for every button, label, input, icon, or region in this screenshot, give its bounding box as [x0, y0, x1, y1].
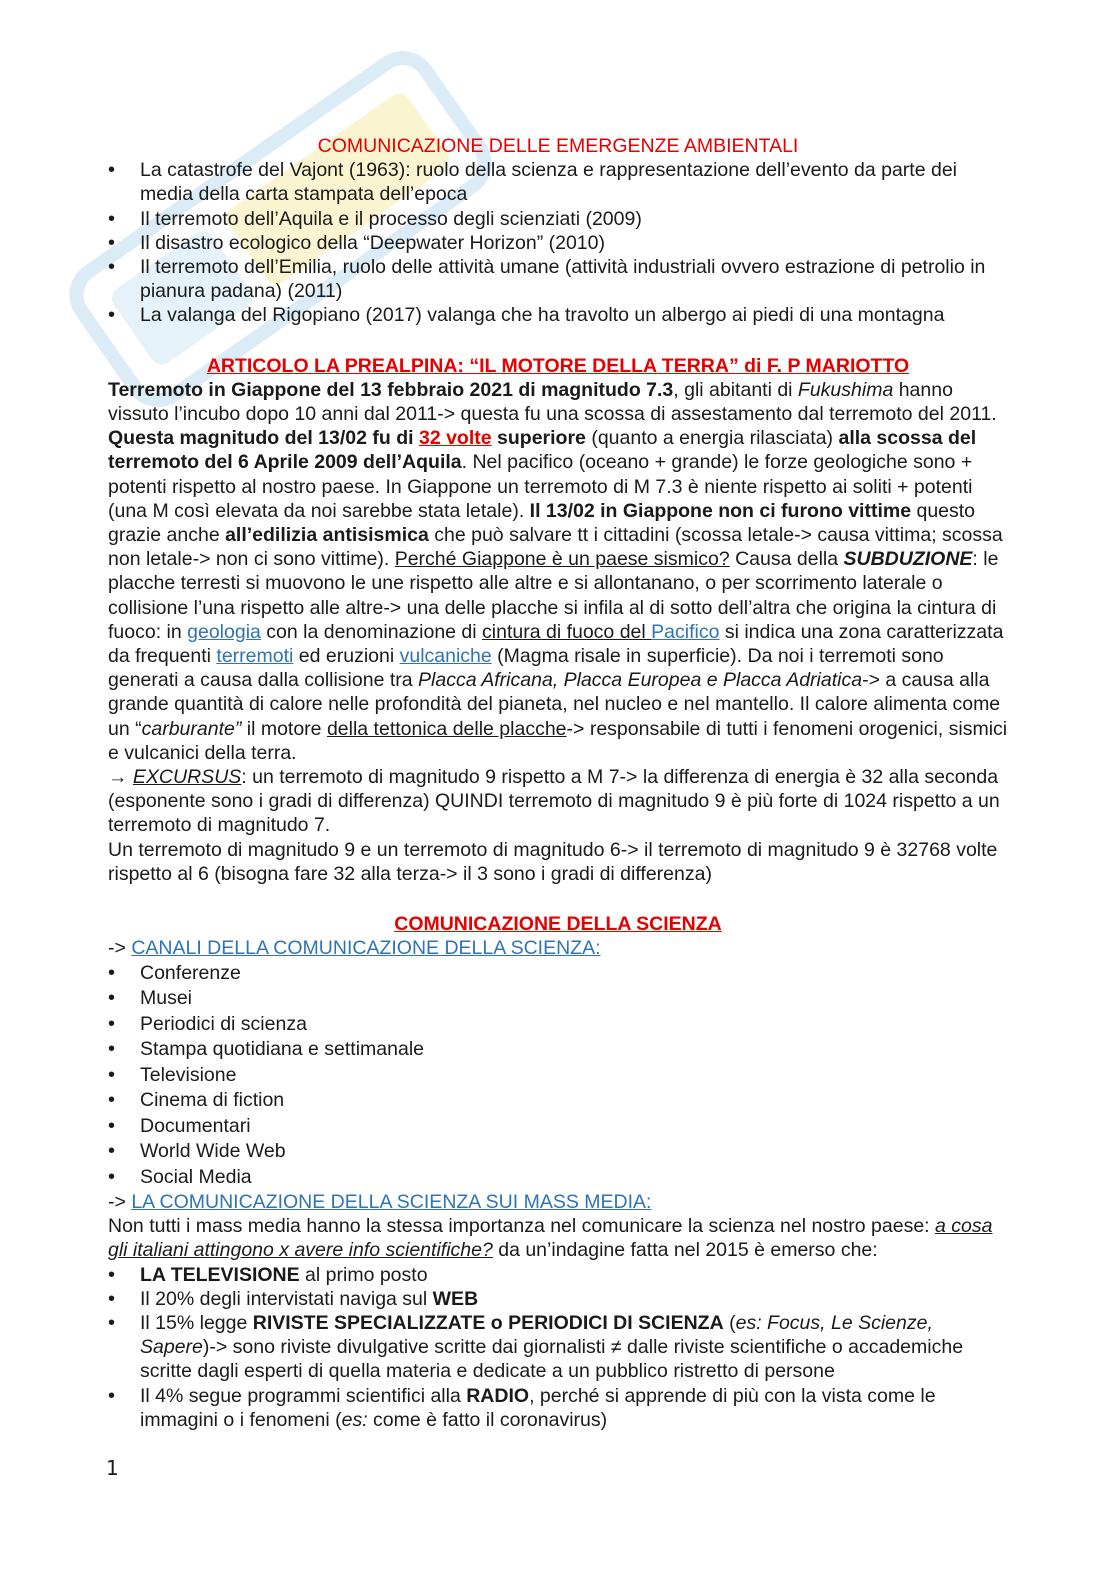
text-run: Perché Giappone è un paese sismico?	[394, 548, 730, 571]
text-run: alla scossa del terremoto del 6 Aprile 2009 dell’Aquila	[108, 427, 977, 474]
list-item: • La valanga del Rigopiano (2017) valanga che ha travolto un albergo ai piedi di una montagna	[108, 303, 1008, 327]
list-item: • Stampa quotidiana e settimanale	[108, 1037, 1008, 1063]
text-run: es:	[341, 1408, 368, 1431]
text-run: Terremoto in Giappone del 13 febbraio 2021 di magnitudo 7.3	[108, 378, 674, 401]
text-run: (Magma risale in superficie). Da noi i terremoti sono generati a causa dalla collisione tra	[108, 645, 944, 692]
section-title-emergenze: COMUNICAZIONE DELLE EMERGENZE AMBIENTALI	[317, 135, 799, 157]
text-run: ed eruzioni	[293, 645, 400, 668]
text-run: a cosa gli italiani attingono x avere info scientifiche?	[108, 1215, 993, 1262]
list-item: • La catastrofe del Vajont (1963): ruolo della scienza e rappresentazione dell’evento da parte dei media della carta stampata dell’epoca	[108, 158, 1008, 206]
link-geologia[interactable]: geologia	[187, 620, 261, 643]
text-run: es: Focus, Le Scienze, Sapere	[140, 1312, 933, 1359]
text-run: con la denominazione di	[260, 620, 483, 643]
text-run: , gli abitanti di	[673, 378, 798, 401]
text-run: si indica una zona caratterizzata da frequenti	[108, 620, 1004, 668]
emergenze-list	[108, 158, 1008, 327]
text-run: all’edilizia antisismica	[225, 524, 429, 547]
text-run: hanno vissuto l’incubo dopo 10 anni dal 2011-> questa fu una scossa di assestamento dal terremoto del 2011.	[108, 378, 997, 426]
text-run: Il 15% legge	[140, 1312, 253, 1335]
magnitude-paragraph: Un terremoto di magnitudo 9 e un terremoto di magnitudo 6-> il terremoto di magnitudo 9 è 32768 volte rispetto al 6 (bisogna fare 32 alla terza-> il 3 sono i gradi di differenza)	[108, 838, 998, 885]
list-item: • World Wide Web	[108, 1139, 1008, 1165]
mass-media-heading-link[interactable]: LA COMUNICAZIONE DELLA SCIENZA SUI MASS MEDIA:	[131, 1191, 652, 1213]
list-item: • Il terremoto dell’Aquila e il processo degli scienziati (2009)	[108, 207, 1008, 231]
list-item	[108, 1287, 1008, 1311]
highlight-32-volte: 32 volte	[418, 427, 492, 450]
text-run: -> a causa alla grande quantità di calore nelle profondità del pianeta, nel nucleo e nel mantello. Il calore alimenta come un “	[108, 669, 1001, 740]
text-run: superiore	[491, 427, 586, 450]
list-item	[108, 1263, 1008, 1287]
list-item: • Conferenze	[108, 961, 1008, 987]
text-run: Questa magnitudo del 13/02 fu di	[108, 427, 419, 450]
text-run: : le placche terresti si muovono le une rispetto alle altre e si allontanano, o per scorrimento laterale o collisione l’una rispetto alle altre-> una delle placche si infila al di sotto dell’altra che origina la cintura di fuoco: in	[108, 548, 999, 643]
text-run: EXCURSUS	[132, 766, 242, 789]
channels-heading-link[interactable]: CANALI DELLA COMUNICAZIONE DELLA SCIENZA:	[131, 937, 601, 960]
list-item: • Televisione	[108, 1063, 1008, 1089]
list-item: • Social Media	[108, 1165, 1008, 1191]
channels-heading-line	[108, 936, 1008, 960]
text-run: . Nel pacifico (oceano + grande) le forze geologiche sono + potenti rispetto al nostro paese. In Giappone un terremoto di M 7.3 è niente rispetto ai soliti + potenti (una M così elevata da noi sarebbe stata letale).	[108, 451, 973, 522]
link-pacifico[interactable]: Pacifico	[651, 620, 720, 643]
document-page	[108, 134, 1008, 1432]
list-item: • Musei	[108, 986, 1008, 1012]
text-run: Fukushima	[797, 378, 894, 401]
text-run: della tettonica delle placche	[326, 717, 567, 740]
list-item	[108, 1311, 1008, 1384]
article-paragraph	[108, 378, 1008, 765]
text-run: ->	[108, 1191, 132, 1213]
mass-media-heading-line	[108, 1190, 1008, 1214]
text-run: (quanto a energia rilasciata)	[585, 427, 839, 450]
list-item: • Il terremoto dell’Emilia, ruolo delle attività umane (attività industriali ovvero estrazione di petrolio in pianura padana) (2011)	[108, 255, 1008, 303]
text-run: LA TELEVISIONE	[140, 1263, 300, 1286]
arrow-icon: →	[108, 766, 133, 789]
excursus-paragraph	[108, 765, 1008, 838]
text-run: (	[723, 1312, 736, 1335]
text-run: da un’indagine fatta nel 2015 è emerso che:	[492, 1239, 878, 1262]
text-run: Placca Africana, Placca Europea e Placca Adriatica	[418, 669, 863, 692]
text-run: Il 20% degli intervistati naviga sul	[140, 1287, 433, 1310]
text-run: Causa della	[729, 548, 844, 571]
text-run: Non tutti i mass media hanno la stessa importanza nel comunicare la scienza nel nostro paese:	[108, 1215, 936, 1238]
text-run: RADIO	[466, 1384, 530, 1407]
findings-list	[108, 1263, 1008, 1432]
mass-media-intro	[108, 1214, 1008, 1262]
text-run: ->	[108, 937, 132, 960]
text-run: come è fatto il coronavirus)	[367, 1408, 608, 1431]
text-run: )-> sono riviste divulgative scritte dai giornalisti ≠ dalle riviste scientifiche o accademiche scritte dagli esperti di quella materia e dedicate a un pubblico ristretto di persone	[140, 1336, 964, 1383]
text-run: WEB	[432, 1287, 479, 1310]
text-run: al primo posto	[299, 1263, 428, 1286]
page-number: 1	[106, 1456, 119, 1480]
list-item: • Documentari	[108, 1114, 1008, 1140]
section-title-articolo: ARTICOLO LA PREALPINA: “IL MOTORE DELLA TERRA” di F. P MARIOTTO	[206, 354, 910, 377]
link-terremoti[interactable]: terremoti	[216, 645, 294, 668]
channels-list	[108, 961, 1008, 1191]
text-run: -> responsabile di tutti i fenomeni orogenici, sismici e vulcanici della terra.	[108, 717, 1008, 764]
text-run: questo grazie anche	[108, 499, 976, 547]
list-item: • Periodici di scienza	[108, 1012, 1008, 1038]
text-run: cintura di fuoco del	[482, 620, 652, 643]
text-run: carburante”	[141, 717, 242, 740]
section-title-scienza: COMUNICAZIONE DELLA SCIENZA	[394, 913, 722, 936]
text-run: : un terremoto di magnitudo 9 rispetto a M 7-> la differenza di energia è 32 alla seconda (esponente sono i gradi di differenza) QUINDI terremoto di magnitudo 9 è più forte di 1024 rispetto a un terremoto di magnitudo 7.	[108, 766, 1000, 837]
list-item: • Il disastro ecologico della “Deepwater Horizon” (2010)	[108, 231, 1008, 255]
list-item: • Cinema di fiction	[108, 1088, 1008, 1114]
link-vulcaniche[interactable]: vulcaniche	[399, 645, 492, 668]
text-run: , perché si apprende di più con la vista come le immagini o i fenomeni (	[140, 1384, 936, 1431]
text-run: Il 13/02 in Giappone non ci furono vittime	[529, 499, 912, 522]
list-item	[108, 1384, 1008, 1432]
text-run: SUBDUZIONE	[843, 548, 973, 571]
text-run: RIVISTE SPECIALIZZATE o PERIODICI DI SCIENZA	[252, 1312, 724, 1335]
text-run: Il 4% segue programmi scientifici alla	[140, 1384, 467, 1407]
text-run: che può salvare tt i cittadini (scossa letale-> causa vittima; scossa non letale-> non ci sono vittime).	[108, 524, 1003, 571]
text-run: il motore	[241, 717, 327, 740]
